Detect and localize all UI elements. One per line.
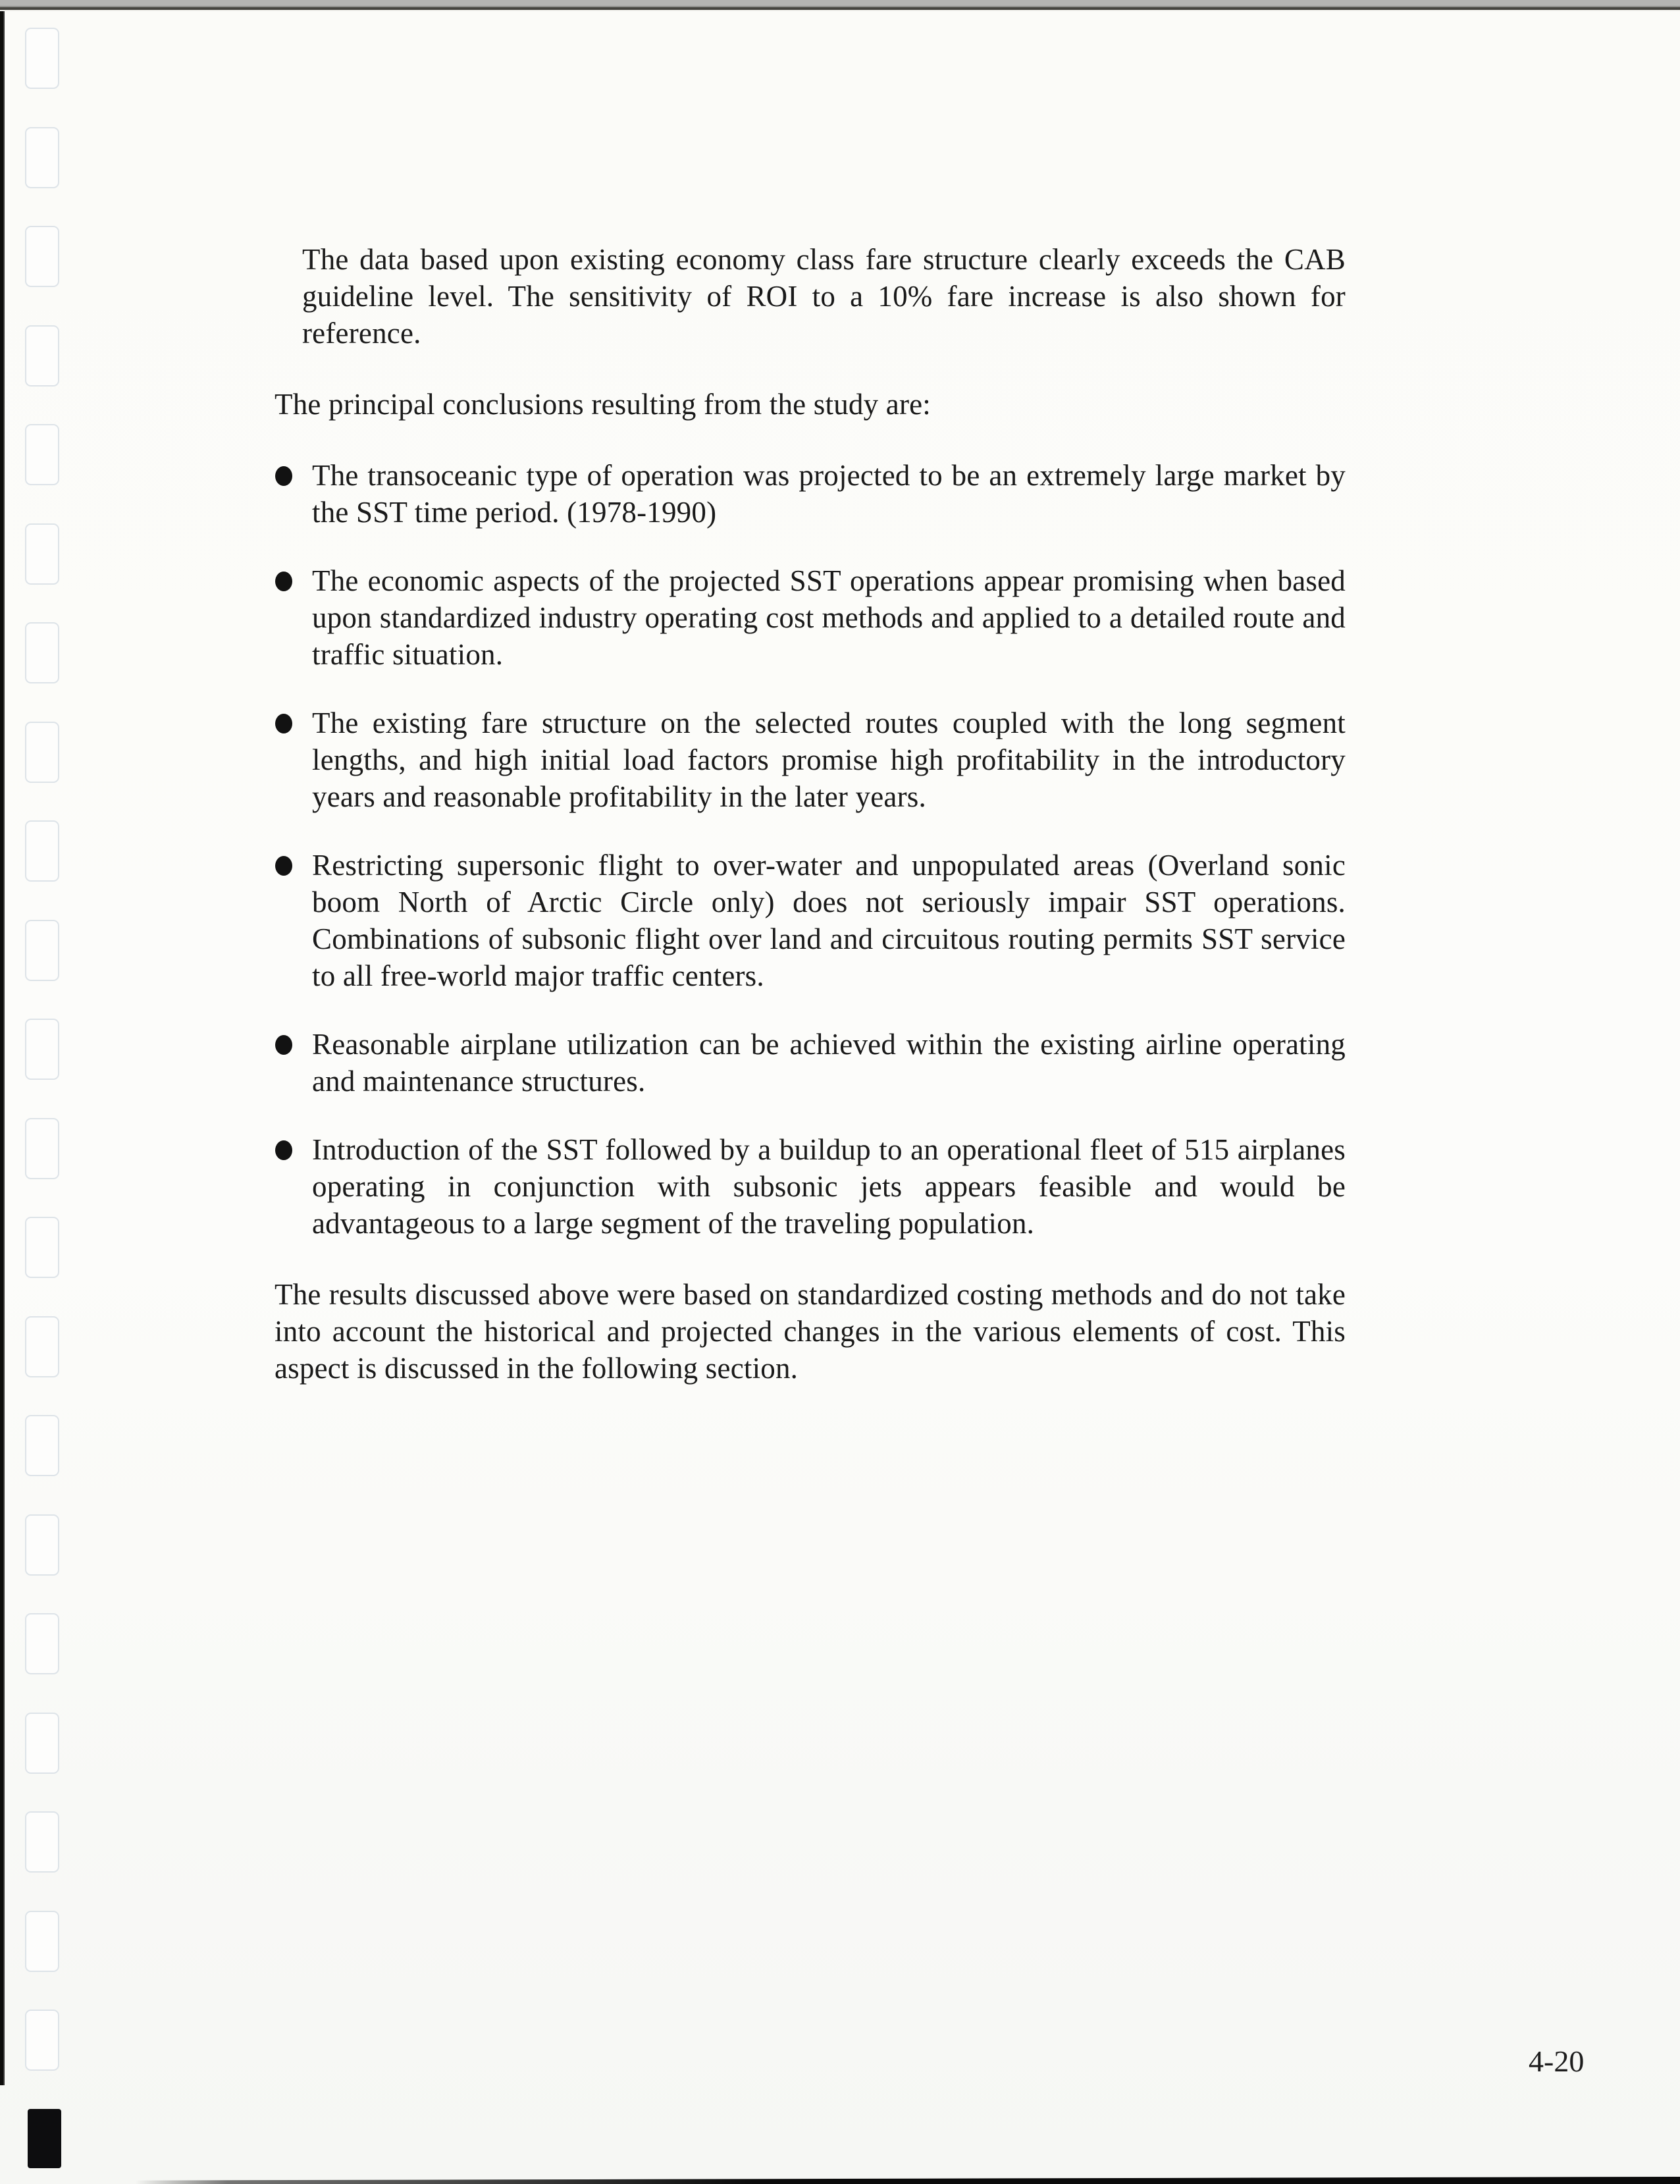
binding-hole-icon	[25, 1613, 59, 1674]
page-number: 4-20	[1529, 2044, 1585, 2078]
conclusion-text: Reasonable airplane utilization can be achieved within the existing airline operating and maintenance structures.	[312, 1028, 1346, 1098]
conclusion-text: The existing fare structure on the selected routes coupled with the long segment lengths, and high initial load factors promise high profitability in the introductory years and reasonable profitability in the later years.	[312, 706, 1346, 813]
conclusion-item	[275, 705, 1346, 815]
conclusion-text: The economic aspects of the projected SST operations appear promising when based upon standardized industry operating cost methods and applied to a detailed route and traffic situation.	[312, 564, 1346, 671]
conclusion-item	[275, 847, 1346, 994]
binding-hole-icon	[25, 523, 59, 585]
binding-hole-icon	[25, 820, 59, 882]
binding-hole-icon	[25, 1217, 59, 1278]
conclusions-list	[275, 457, 1346, 1242]
binding-hole-icon	[25, 1316, 59, 1377]
scan-bottom-edge	[135, 2176, 1680, 2184]
binding-hole-icon	[25, 722, 59, 783]
conclusion-item	[275, 1026, 1346, 1100]
binding-hole-icon	[25, 127, 59, 188]
conclusion-item	[275, 1131, 1346, 1242]
bullet-icon	[275, 572, 292, 591]
binding-hole-filled-icon	[28, 2109, 61, 2168]
binding-hole-icon	[25, 226, 59, 287]
bullet-icon	[275, 466, 292, 486]
binding-hole-icon	[25, 1514, 59, 1576]
scan-left-edge	[0, 11, 5, 2085]
binding-hole-icon	[25, 1713, 59, 1774]
bullet-icon	[275, 1035, 292, 1055]
lead-in-paragraph: The principal conclusions resulting from the study are:	[275, 388, 932, 421]
conclusion-text: Restricting supersonic flight to over-water and unpopulated areas (Overland sonic boom North of Arctic Circle only) does not seriously impair SST operations. Combinations of subsonic flight over land and circuitous routing permits SST service to all free-world major traffic centers.	[312, 849, 1346, 992]
binding-hole-icon	[25, 1811, 59, 1873]
bullet-icon	[275, 714, 292, 733]
page-content	[275, 241, 1346, 1421]
conclusion-text: The transoceanic type of operation was projected to be an extremely large market by the SST time period. (1978-1990)	[312, 459, 1346, 529]
binding-hole-icon	[25, 1019, 59, 1080]
intro-paragraph: The data based upon existing economy class fare structure clearly exceeds the CAB guideline level. The sensitivity of ROI to a 10% fare increase is also shown for reference.	[302, 243, 1346, 350]
bullet-icon	[275, 1140, 292, 1160]
conclusion-text: Introduction of the SST followed by a buildup to an operational fleet of 515 airplanes operating in conjunction with subsonic jets appears feasible and would be advantageous to a large segment of the traveling population.	[312, 1133, 1346, 1240]
conclusion-item	[275, 457, 1346, 531]
binding-hole-icon	[25, 622, 59, 683]
binding-hole-icon	[25, 1911, 59, 1972]
binding-hole-icon	[25, 325, 59, 386]
binding-hole-icon	[25, 424, 59, 485]
binding-hole-icon	[25, 920, 59, 981]
binding-hole-icon	[25, 1415, 59, 1476]
bullet-icon	[275, 856, 292, 876]
binding-hole-icon	[25, 1118, 59, 1179]
binding-hole-icon	[25, 28, 59, 89]
binding-hole-icon	[25, 2010, 59, 2071]
scan-top-edge	[0, 0, 1680, 11]
conclusion-item	[275, 562, 1346, 673]
closing-paragraph: The results discussed above were based on standardized costing methods and do not take into account the historical and projected changes in the various elements of cost. This aspect is discussed in the following section.	[275, 1278, 1346, 1385]
